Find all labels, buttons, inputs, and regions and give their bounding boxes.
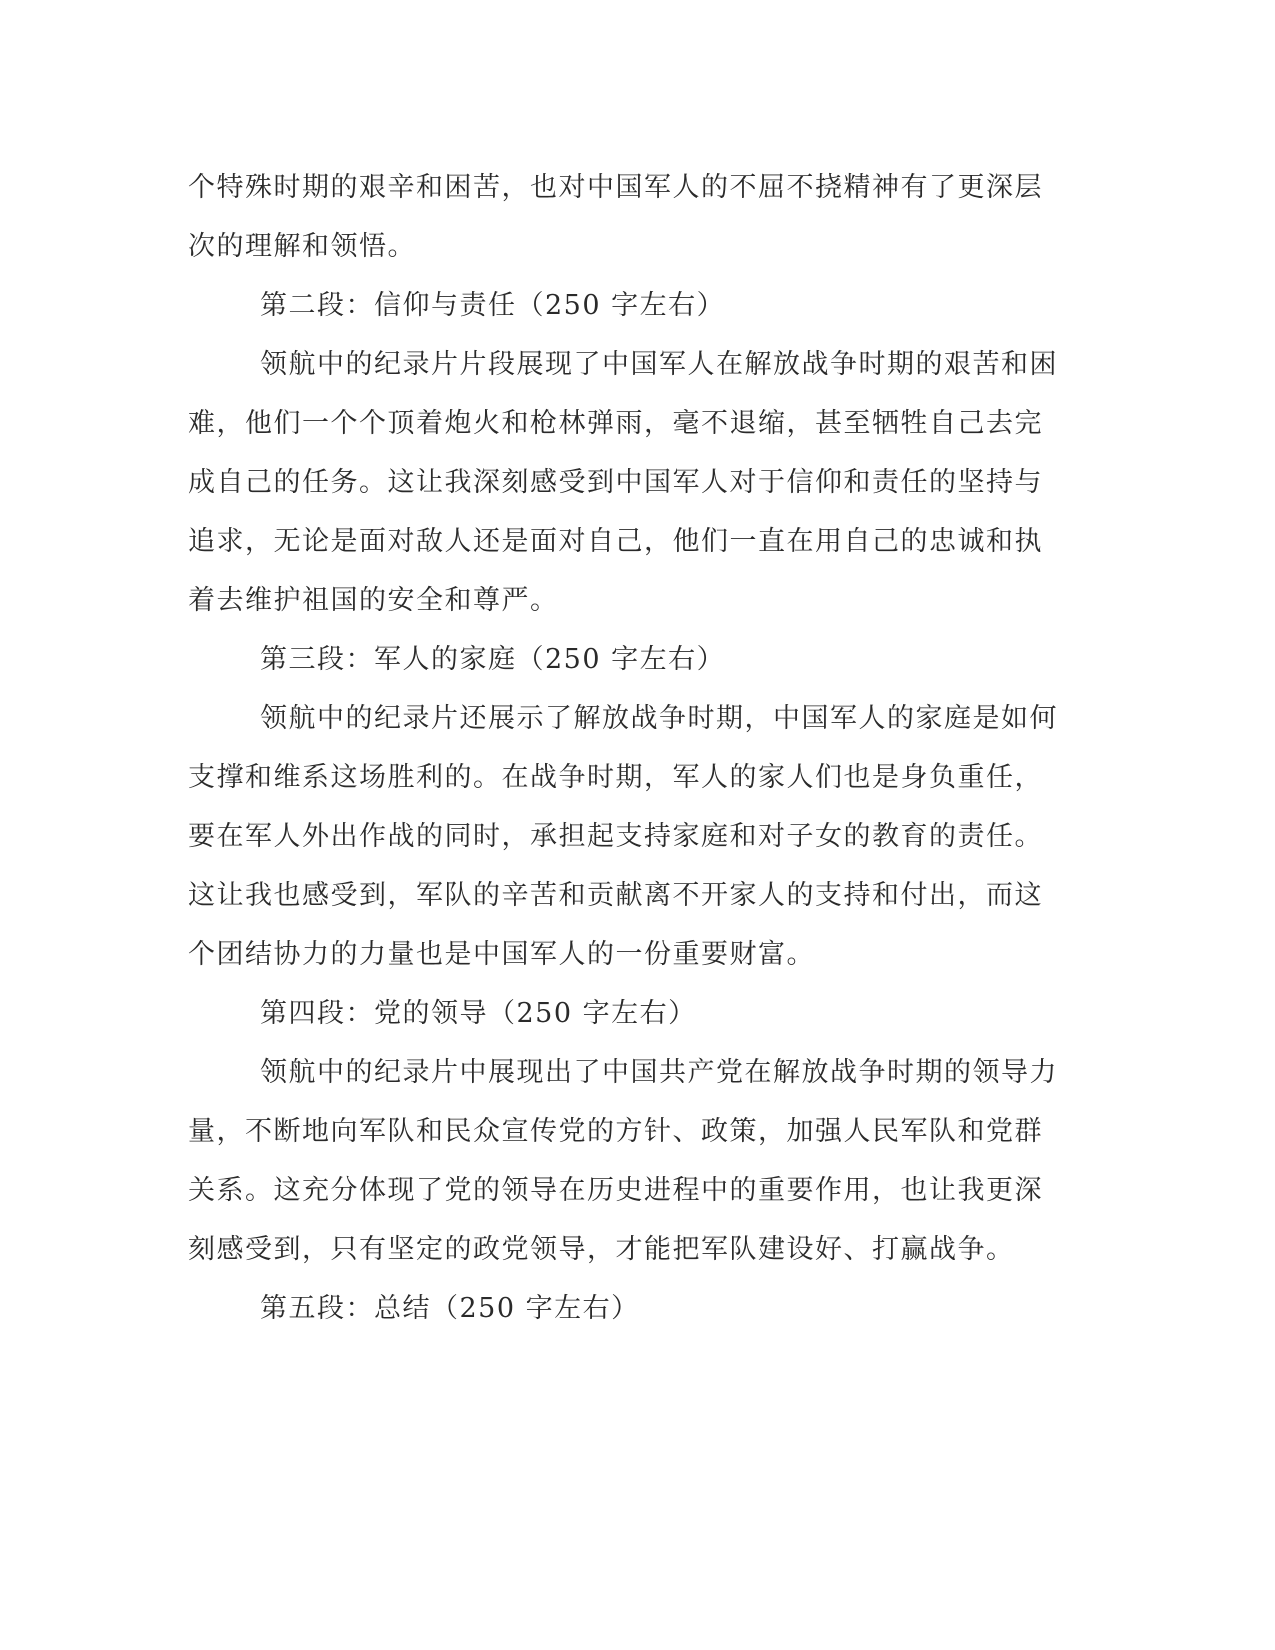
section-heading-3: 第三段：军人的家庭（250 字左右） — [260, 644, 726, 675]
section-heading-4: 第四段：党的领导（250 字左右） — [260, 998, 697, 1029]
paragraph-line: 成自己的任务。这让我深刻感受到中国军人对于信仰和责任的坚持与 — [188, 467, 1043, 498]
paragraph-line: 刻感受到，只有坚定的政党领导，才能把军队建设好、打赢战争。 — [188, 1234, 1015, 1265]
paragraph-line: 次的理解和领悟。 — [188, 231, 416, 262]
paragraph-line: 个特殊时期的艰辛和困苦，也对中国军人的不屈不挠精神有了更深层 — [188, 172, 1043, 203]
section-heading-5: 第五段：总结（250 字左右） — [260, 1293, 640, 1324]
paragraph-line: 个团结协力的力量也是中国军人的一份重要财富。 — [188, 939, 815, 970]
paragraph-line: 要在军人外出作战的同时，承担起支持家庭和对子女的教育的责任。 — [188, 821, 1043, 852]
paragraph-line: 着去维护祖国的安全和尊严。 — [188, 585, 559, 616]
paragraph-line: 支撑和维系这场胜利的。在战争时期，军人的家人们也是身负重任， — [188, 762, 1043, 793]
paragraph-line: 这让我也感受到，军队的辛苦和贡献离不开家人的支持和付出，而这 — [188, 880, 1043, 911]
document-body — [188, 158, 1068, 1338]
section-heading-2: 第二段：信仰与责任（250 字左右） — [260, 290, 726, 321]
paragraph-line: 领航中的纪录片中展现出了中国共产党在解放战争时期的领导力 — [260, 1057, 1058, 1088]
paragraph-line: 追求，无论是面对敌人还是面对自己，他们一直在用自己的忠诚和执 — [188, 526, 1043, 557]
paragraph-line: 量，不断地向军队和民众宣传党的方针、政策，加强人民军队和党群 — [188, 1116, 1043, 1147]
paragraph-line: 难，他们一个个顶着炮火和枪林弹雨，毫不退缩，甚至牺牲自己去完 — [188, 408, 1043, 439]
paragraph-line: 关系。这充分体现了党的领导在历史进程中的重要作用，也让我更深 — [188, 1175, 1043, 1206]
paragraph-line: 领航中的纪录片片段展现了中国军人在解放战争时期的艰苦和困 — [260, 349, 1058, 380]
paragraph-line: 领航中的纪录片还展示了解放战争时期，中国军人的家庭是如何 — [260, 703, 1058, 734]
